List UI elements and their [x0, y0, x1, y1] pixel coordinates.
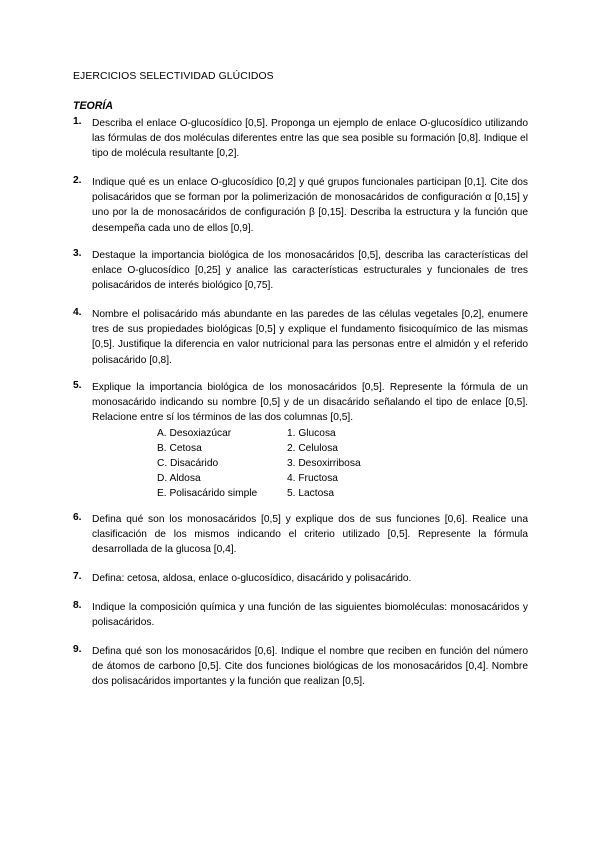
question-text: Describa el enlace O-glucosídico [0,5]. Proponga un ejemplo de enlace O-glucosídico utilizando las fórmulas de dos moléculas diferentes entre las que sea posible su formación [0,8]. Indique el tipo de molécula resultante [0,2].	[92, 118, 528, 160]
left-term: C. Disacárido	[157, 457, 219, 469]
question-item	[73, 512, 528, 558]
question-number: 4.	[73, 307, 82, 318]
question-text: Nombre el polisacárido más abundante en las paredes de las células vegetales [0,2], enumere tres de sus propiedades biológicas [0,5] y explique el fundamento fisicoquímico de las mismas [0,5]. Justifique la diferencia en valor nutricional para las personas entre el almidón y el referido polisacárido [0,8].	[92, 309, 528, 366]
matching-row	[92, 456, 528, 471]
question-number: 9.	[73, 644, 82, 655]
question-number: 8.	[73, 600, 82, 611]
matching-columns	[92, 426, 528, 501]
question-item	[73, 116, 528, 162]
right-term: 5. Lactosa	[287, 487, 335, 499]
matching-row	[92, 441, 528, 456]
left-term: B. Cetosa	[157, 442, 202, 454]
question-text: Destaque la importancia biológica de los monosacáridos [0,5], describa las características del enlace O-glucosídico [0,25] y analice las características estructurales y funcionales de tres polisacáridos de interés biológico [0,75].	[92, 250, 528, 292]
question-text: Defina: cetosa, aldosa, enlace o-glucosídico, disacárido y polisacárido.	[92, 573, 412, 584]
left-term: A. Desoxiazúcar	[157, 427, 232, 439]
right-term: 1. Glucosa	[287, 427, 336, 439]
question-number: 2.	[73, 175, 82, 186]
question-number: 6.	[73, 512, 82, 523]
left-term: D. Aldosa	[157, 472, 201, 484]
matching-row	[92, 426, 528, 441]
right-term: 2. Celulosa	[287, 442, 338, 454]
question-text: Defina qué son los monosacáridos [0,6]. Indique el nombre que reciben en función del número de átomos de carbono [0,5]. Cite dos funciones biológicas de los monosacáridos [0,4]. Nombre dos polisacáridos importantes y la función que realizan [0,5].	[92, 646, 528, 688]
question-item	[73, 644, 528, 690]
matching-row	[92, 486, 528, 501]
question-item	[73, 600, 528, 630]
question-item	[73, 380, 528, 501]
question-number: 1.	[73, 116, 82, 127]
question-item	[73, 248, 528, 294]
question-number: 3.	[73, 248, 82, 259]
question-item	[73, 307, 528, 368]
question-number: 7.	[73, 571, 82, 582]
question-item	[73, 175, 528, 236]
section-title: TEORÍA	[73, 100, 114, 112]
question-text: Defina qué son los monosacáridos [0,5] y explique dos de sus funciones [0,6]. Realice una clasificación de los mismos indicando el criterio utilizado [0,5]. Represente la fórmula desarrollada de la glucosa [0,4].	[92, 514, 528, 556]
right-term: 3. Desoxirribosa	[287, 457, 361, 469]
question-text: Explique la importancia biológica de los monosacáridos [0,5]. Represente la fórmula de un monosacárido indicando su nombre [0,5] y de un disacárido señalando el tipo de enlace [0,5]. Relacione entre sí los términos de las dos columnas [0,5].	[92, 382, 528, 424]
question-text: Indique qué es un enlace O-glucosídico [0,2] y qué grupos funcionales participan [0,1]. Cite dos polisacáridos que se forman por la polimerización de monosacáridos de configuración α [0,15] y uno por la de monosacáridos de configuración β [0,15]. Describa la estructura y la función que desempeña cada uno de ellos [0,9].	[92, 177, 528, 234]
document-title: EJERCICIOS SELECTIVIDAD GLÚCIDOS	[73, 71, 274, 82]
right-term: 4. Fructosa	[287, 472, 338, 484]
question-text: Indique la composición química y una función de las siguientes biomoléculas: monosacáridos y polisacáridos.	[92, 602, 528, 629]
matching-row	[92, 471, 528, 486]
question-item	[73, 571, 528, 586]
question-number: 5.	[73, 380, 82, 391]
left-term: E. Polisacárido simple	[157, 487, 258, 499]
